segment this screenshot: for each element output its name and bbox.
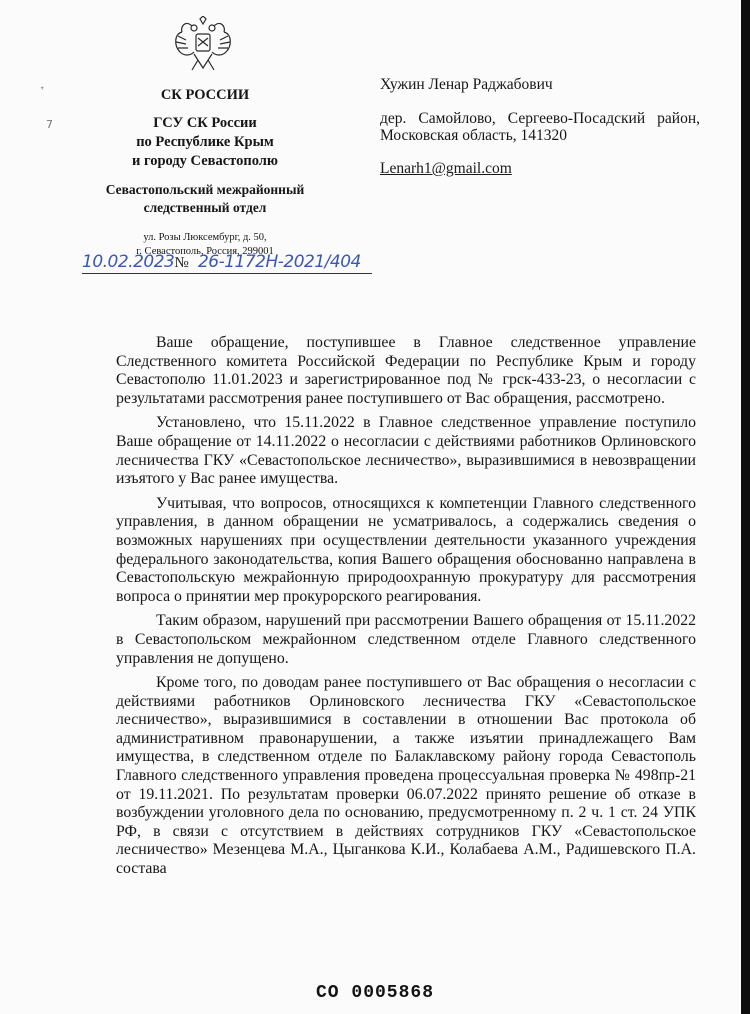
paragraph: Кроме того, по доводам ранее поступившего от Вас обращения о несогласии с действиями работников Орлиновского лесничества ГКУ «Севастопольское лесничество», выразившимися в составлении в отношении Вас протокола об административном правонарушении, а также изъятии принадлежащего Вам имущества, в следственном отделе по Балаклавскому району города Севастополь Главного следственного управления проведена процессуальная проверка № 498пр-21 от 19.11.2021. По результатам проверки 06.07.2022 принято решение об отказе в возбуждении уголовного дела по основанию, предусмотренному п. 2 ч. 1 ст. 24 УПК РФ, в связи с отсутствием в действиях сотрудников ГКУ «Севастопольское лесничество» Мезенцева М.А., Цыганкова К.И., Колабаева А.М., Радишевского П.А. состава bbox=[116, 674, 696, 878]
agency-name: СК РОССИИ bbox=[160, 87, 250, 103]
scan-edge bbox=[741, 0, 750, 1014]
registration-stamp bbox=[82, 252, 361, 272]
addressee-email[interactable]: Lenarh1@gmail.com bbox=[380, 160, 512, 177]
margin-mark: ᐩ bbox=[40, 84, 45, 97]
letter-body bbox=[116, 334, 696, 885]
margin-mark: 7 bbox=[46, 118, 53, 131]
form-serial-number: СО 0005868 bbox=[316, 983, 435, 1003]
coat-of-arms-icon bbox=[172, 16, 234, 74]
department-name: ГСУ СК России по Республике Крым и городу Севастополю bbox=[132, 115, 278, 169]
registration-date: 10.02.2023 bbox=[82, 252, 175, 272]
addressee-address: дер. Самойлово, Сергеево-Посадский район, Московская область, 141320 bbox=[380, 110, 700, 144]
registration-underline bbox=[82, 273, 372, 274]
sender-block bbox=[95, 86, 315, 259]
registration-number: 26-1172H-2021/404 bbox=[197, 252, 361, 272]
addressee-name: Хужин Ленар Раджабович bbox=[380, 76, 553, 93]
sender-address: ул. Розы Люксембург, д. 50, г. Севастополь, Россия, 299001 bbox=[136, 232, 274, 257]
paragraph: Ваше обращение, поступившее в Главное следственное управление Следственного комитета Российской Федерации по Республике Крым и городу Севастополю 11.01.2023 и зарегистрированное под № грск-433-23, о несогласии с результатами рассмотрения ранее поступившего от Вас обращения, рассмотрено. bbox=[116, 334, 696, 407]
addressee-block bbox=[380, 76, 700, 177]
paragraph: Установлено, что 15.11.2022 в Главное следственное управление поступило Ваше обращение от 14.11.2022 о несогласии с действиями работников Орлиновского лесничества ГКУ «Севастопольское лесничество», выразившимися в невозвращении изъятого у Вас ранее имущества. bbox=[116, 414, 696, 488]
paragraph: Учитывая, что вопросов, относящихся к компетенции Главного следственного управления, в данном обращении не усматривалось, а содержались сведения о возможных нарушениях при осуществлении деятельности указанного учреждения федерального законодательства, копия Вашего обращения обоснованно направлена в Севастопольскую межрайонную природоохранную прокуратуру для рассмотрения вопроса о принятии мер прокурорского реагирования. bbox=[116, 494, 696, 605]
paragraph: Таким образом, нарушений при рассмотрении Вашего обращения от 15.11.2022 в Севастопольском межрайонном следственном отделе Главного следственного управления не допущено. bbox=[116, 612, 696, 667]
number-sign: № bbox=[174, 255, 189, 271]
office-name: Севастопольский межрайонный следственный отдел bbox=[105, 182, 305, 215]
